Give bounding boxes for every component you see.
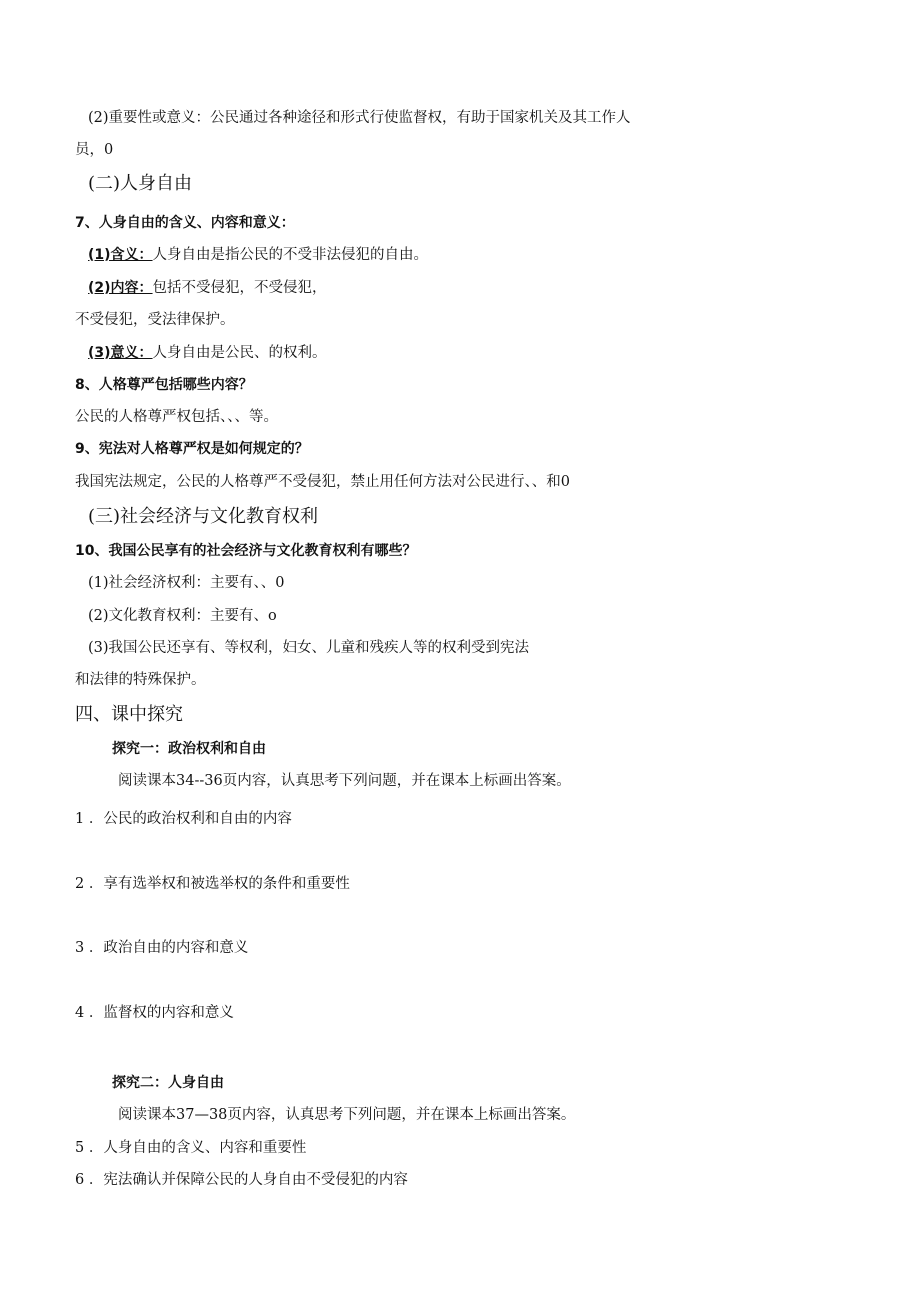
q7-significance-label: (3)意义： [88,345,153,361]
explore-item-4: 4 ．监督权的内容和意义 [75,1005,234,1021]
answer-10-3-cont: 和法律的特殊保护。 [75,672,206,688]
q7-content-text: 包括不受侵犯，不受侵犯， [152,280,327,296]
question-9: 9、宪法对人格尊严权是如何规定的？ [75,441,309,457]
q7-meaning-label: (1)含义： [88,247,153,263]
q7-content-cont: 不受侵犯，受法律保护。 [75,312,235,328]
q7-significance-row [88,343,327,363]
q7-meaning-text: 人身自由是指公民的不受非法侵犯的自由。 [152,247,429,263]
explore-item-6: 6 ．宪法确认并保障公民的人身自由不受侵犯的内容 [75,1172,408,1188]
q7-meaning-row [88,245,428,265]
paragraph-importance: (2)重要性或意义：公民通过各种途径和形式行使监督权，有助于国家机关及其工作人 [88,110,631,126]
answer-9: 我国宪法规定，公民的人格尊严不受侵犯，禁止用任何方法对公民进行、、和0 [75,474,570,490]
paragraph-importance-cont: 员，0 [75,142,114,158]
explore-item-3: 3 ．政治自由的内容和意义 [75,940,249,956]
question-8: 8、人格尊严包括哪些内容？ [75,377,253,393]
answer-10-1: (1)社会经济权利：主要有、、0 [88,575,285,591]
question-10: 10、我国公民享有的社会经济与文化教育权利有哪些？ [75,543,417,559]
section-heading-personal-freedom: (二)人身自由 [88,173,193,194]
explore-2-intro: 阅读课本37—38页内容，认真思考下列问题，并在课本上标画出答案。 [118,1107,576,1123]
explore-item-5: 5 ．人身自由的含义、内容和重要性 [75,1140,307,1156]
explore-1-title: 探究一：政治权利和自由 [112,741,266,757]
section-heading-social-rights: (三)社会经济与文化教育权利 [88,506,319,527]
explore-1-intro: 阅读课本34--36页内容，认真思考下列问题，并在课本上标画出答案。 [118,773,571,789]
q7-content-label: (2)内容： [88,280,153,296]
explore-item-2: 2 ．享有选举权和被选举权的条件和重要性 [75,876,350,892]
q7-significance-text: 人身自由是公民、的权利。 [152,345,327,361]
answer-8: 公民的人格尊严权包括、、、等。 [75,409,278,425]
q7-content-row [88,278,327,298]
explore-2-title: 探究二：人身自由 [112,1075,224,1091]
answer-10-2: (2)文化教育权利：主要有、o [88,608,277,624]
answer-10-3: (3)我国公民还享有、等权利，妇女、儿童和残疾人等的权利受到宪法 [88,640,530,656]
section-heading-in-class-inquiry: 四、课中探究 [75,704,183,725]
question-7: 7、人身自由的含义、内容和意义： [75,215,295,231]
explore-item-1: 1 ．公民的政治权利和自由的内容 [75,811,292,827]
